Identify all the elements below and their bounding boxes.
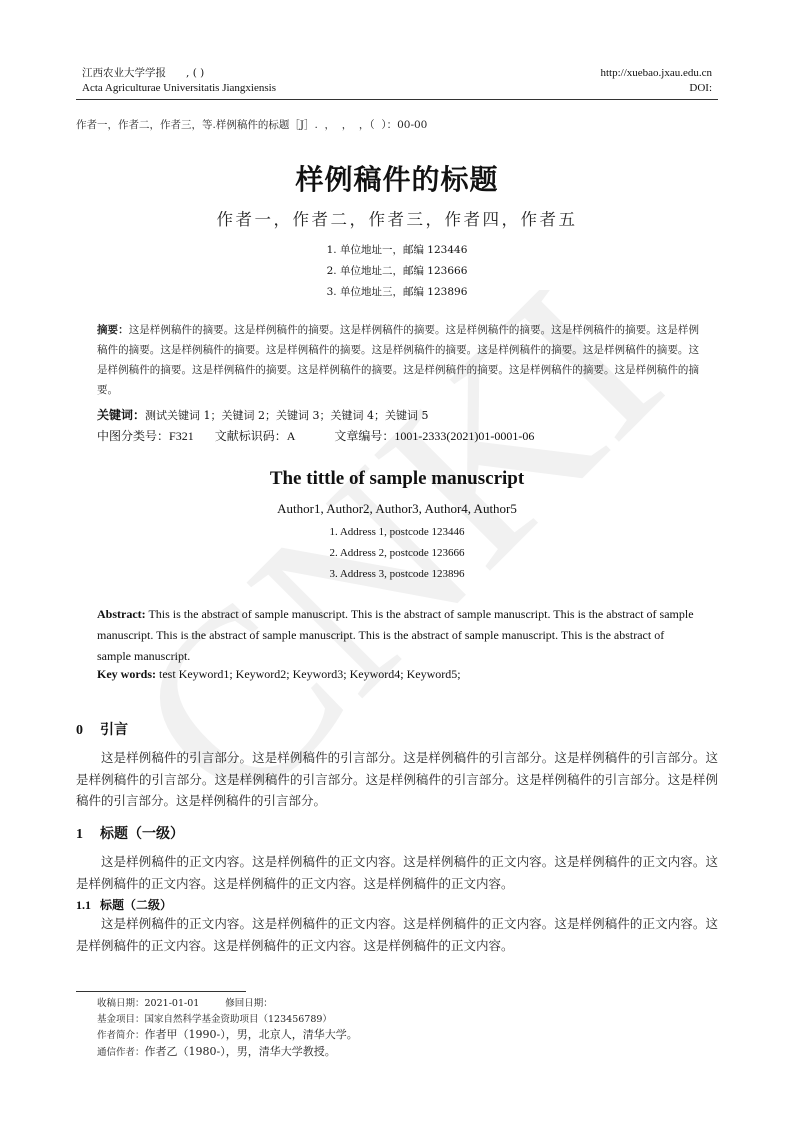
section-paragraph: 这是样例稿件的正文内容。这是样例稿件的正文内容。这是样例稿件的正文内容。这是样例稿件的正文内容。这是样例稿件的正文内容。这是样例稿件的正文内容。这是样例稿件的正文内容。	[76, 854, 718, 891]
affiliation-en-item: 2. Address 2, postcode 123666	[329, 547, 465, 559]
header-rule	[76, 99, 718, 100]
authors-en: Author1, Author2, Author3, Author4, Author5	[277, 501, 517, 516]
doc-code-value: A	[286, 429, 296, 443]
fund-value: 国家自然科学基金资助项目（123456789）	[144, 1013, 332, 1025]
footnotes	[97, 996, 358, 1060]
footnote-fund	[97, 1012, 358, 1028]
abstract-zh-text: 这是样例稿件的摘要。这是样例稿件的摘要。这是样例稿件的摘要。这是样例稿件的摘要。这是样例稿件的摘要。这是样例稿件的摘要。这是样例稿件的摘要。这是样例稿件的摘要。这是样例稿件的摘要。这是样例稿件的摘要。这是样例稿件的摘要。这是样例稿件的摘要。这是样例稿件的摘要。这是样例稿件的摘要。这是样例稿件的摘要。这是样例稿件的摘要。这是样例稿件的摘要。	[97, 324, 699, 396]
bio-label: 作者简介：	[97, 1030, 145, 1041]
abstract-zh-label: 摘要：	[97, 324, 129, 336]
affiliation-en-item: 1. Address 1, postcode 123446	[329, 526, 465, 538]
affiliations-en	[0, 522, 794, 585]
keywords-zh	[97, 406, 429, 423]
journal-name-en: Acta Agriculturae Universitatis Jiangxiensis	[82, 82, 276, 94]
clc-value: F321	[169, 429, 194, 443]
keywords-zh-text: 测试关键词 1；关键词 2；关键词 3；关键词 4；关键词 5	[145, 409, 429, 422]
section-title: 引言	[100, 722, 128, 738]
subsection-title: 标题（二级）	[100, 898, 173, 912]
citation-line: 作者一，作者二，作者三，等.样例稿件的标题［J］. ， ， ，（ ）：00-00	[76, 119, 428, 131]
affiliation-zh-item: 3. 单位地址三，邮编 123896	[326, 286, 468, 298]
classification-line	[97, 427, 534, 444]
title-zh: 样例稿件的标题	[295, 163, 499, 196]
abstract-en-text: This is the abstract of sample manuscript. This is the abstract of sample manuscript. This is the abstract of sample manuscript. This is the abstract of sample manuscript. This is the abstract of sample manuscript. This is the abstract of sample manuscript.	[97, 607, 694, 663]
affiliations-zh	[0, 240, 794, 303]
keywords-zh-label: 关键词：	[97, 408, 146, 422]
section-heading	[76, 719, 128, 739]
section-title: 标题（一级）	[100, 826, 184, 842]
revised-label: 修回日期：	[225, 998, 273, 1009]
running-header	[82, 66, 712, 96]
section-number: 0	[76, 723, 83, 738]
section-heading	[76, 823, 184, 843]
section-paragraph: 这是样例稿件的引言部分。这是样例稿件的引言部分。这是样例稿件的引言部分。这是样例稿件的引言部分。这是样例稿件的引言部分。这是样例稿件的引言部分。这是样例稿件的引言部分。这是样例稿件的引言部分。这是样例稿件的引言部分。这是样例稿件的引言部分。	[76, 750, 718, 808]
affiliation-zh-item: 2. 单位地址二，邮编 123666	[326, 265, 468, 277]
journal-url[interactable]: http://xuebao.jxau.edu.cn	[600, 67, 712, 79]
abstract-en-label: Abstract:	[97, 607, 146, 621]
footnote-rule	[76, 991, 246, 992]
corresponding-value: 作者乙（1980-），男，清华大学教授。	[144, 1044, 336, 1058]
footnote-bio	[97, 1027, 358, 1044]
keywords-en-label: Key words:	[97, 667, 156, 681]
doc-code-label: 文献标识码：	[214, 429, 287, 443]
journal-name-zh: 江西农业大学学报 , ( )	[82, 67, 205, 79]
bio-value: 作者甲（1990-），男，北京人，清华大学。	[144, 1028, 358, 1041]
received-label: 收稿日期：	[97, 998, 145, 1009]
abstract-zh	[97, 320, 699, 400]
keywords-en	[97, 667, 461, 682]
subsection-heading	[76, 896, 172, 913]
footnote-corresponding	[97, 1044, 358, 1061]
article-no-label: 文章编号：	[334, 429, 395, 443]
subsection-paragraph: 这是样例稿件的正文内容。这是样例稿件的正文内容。这是样例稿件的正文内容。这是样例稿件的正文内容。这是样例稿件的正文内容。这是样例稿件的正文内容。这是样例稿件的正文内容。	[76, 916, 718, 953]
subsection-number: 1.1	[76, 898, 91, 912]
affiliation-zh-item: 1. 单位地址一，邮编 123446	[326, 244, 468, 256]
affiliation-en-item: 3. Address 3, postcode 123896	[329, 568, 465, 580]
abstract-en	[97, 604, 699, 667]
corresponding-label: 通信作者：	[97, 1046, 145, 1058]
title-en: The tittle of sample manuscript	[269, 468, 525, 489]
watermark-text: CNKI	[140, 290, 700, 850]
keywords-en-text: test Keyword1; Keyword2; Keyword3; Keyword4; Keyword5;	[156, 667, 461, 681]
article-no-value: 1001-2333(2021)01-0001-06	[394, 429, 535, 443]
section-number: 1	[76, 827, 83, 842]
authors-zh: 作者一，作者二，作者三，作者四，作者五	[216, 210, 578, 229]
clc-label: 中图分类号：	[97, 429, 170, 443]
received-value: 2021-01-01	[144, 998, 200, 1009]
doi-label: DOI:	[689, 82, 712, 94]
footnote-dates	[97, 996, 358, 1012]
fund-label: 基金项目：	[97, 1013, 145, 1025]
